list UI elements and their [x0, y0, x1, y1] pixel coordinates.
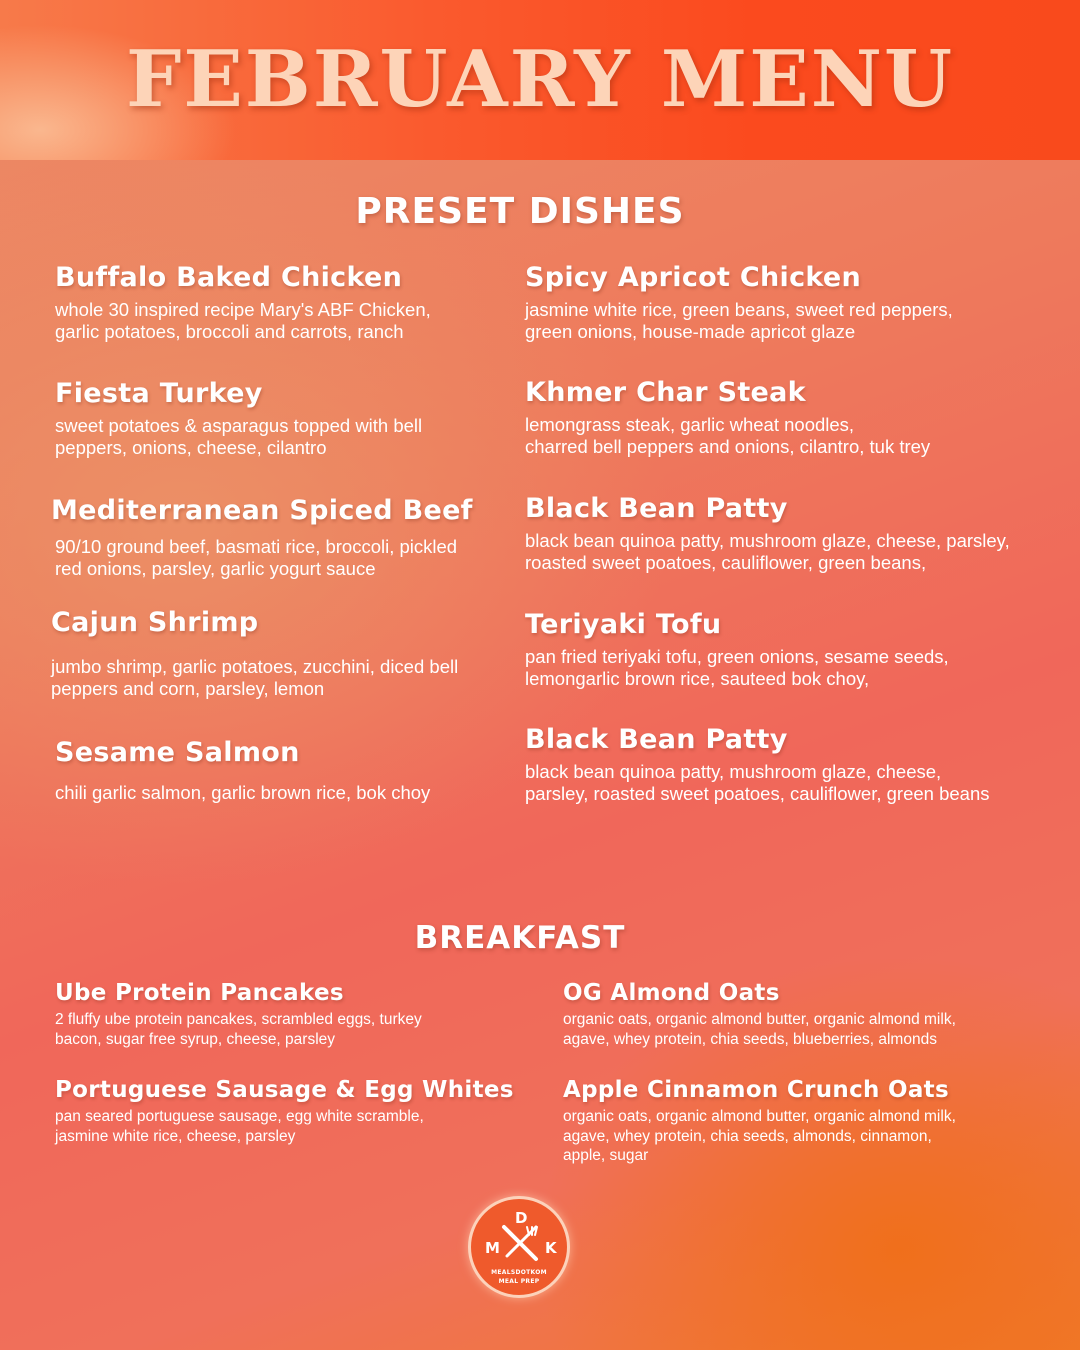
dish-name: Khmer Char Steak: [525, 377, 806, 408]
dish-description: jumbo shrimp, garlic potatoes, zucchini, diced bell peppers and corn, parsley, lemon: [51, 656, 459, 699]
dish-name: Teriyaki Tofu: [525, 609, 722, 640]
dish-name: Fiesta Turkey: [55, 378, 263, 409]
logo-letter-k: K: [545, 1239, 557, 1257]
dish-description: organic oats, organic almond butter, organic almond milk, agave, whey protein, chia seeds, blueberries, almonds: [563, 1011, 956, 1048]
dish-description: whole 30 inspired recipe Mary's ABF Chicken, garlic potatoes, broccoli and carrots, ranch: [55, 299, 431, 342]
dish-name: OG Almond Oats: [563, 980, 780, 1006]
dish-apple-cinnamon-crunch-oats: [563, 1075, 956, 1166]
dish-name: Spicy Apricot Chicken: [525, 262, 862, 293]
dish-name: Portuguese Sausage & Egg Whites: [55, 1077, 514, 1103]
logo-subtitle: MEAL PREP: [498, 1278, 540, 1285]
crossed-knife-fork-icon: [499, 1223, 541, 1263]
page-title: FEBRUARY MENU: [125, 34, 955, 125]
breakfast-heading: BREAKFAST: [414, 920, 626, 956]
dish-description: lemongrass steak, garlic wheat noodles, charred bell peppers and onions, cilantro, tuk trey: [525, 414, 931, 457]
dish-black-bean-patty-2: [525, 723, 990, 805]
dish-black-bean-patty: [525, 492, 1010, 574]
dish-description: sweet potatoes & asparagus topped with bell peppers, onions, cheese, cilantro: [55, 415, 423, 458]
header-banner: [0, 0, 1080, 160]
dish-mediterranean-spiced-beef: [51, 494, 473, 580]
dish-khmer-char-steak: [525, 376, 930, 458]
logo-letter-m: M: [485, 1239, 500, 1257]
dish-description: pan fried teriyaki tofu, green onions, sesame seeds, lemongarlic brown rice, sauteed bok choy,: [525, 646, 949, 689]
dish-fiesta-turkey: [55, 377, 422, 459]
preset-dishes-heading: PRESET DISHES: [355, 191, 685, 232]
dish-name: Black Bean Patty: [525, 724, 788, 755]
dish-spicy-apricot-chicken: [525, 261, 953, 343]
dish-description: black bean quinoa patty, mushroom glaze, cheese, parsley, roasted sweet poatoes, cauliflower, green beans,: [525, 530, 1010, 573]
dish-description: organic oats, organic almond butter, organic almond milk, agave, whey protein, chia seeds, almonds, cinnamon, apple, sugar: [563, 1108, 956, 1164]
dish-og-almond-oats: [563, 978, 956, 1049]
dish-description: pan seared portuguese sausage, egg white scramble, jasmine white rice, cheese, parsley: [55, 1108, 424, 1145]
brand-logo: [468, 1196, 570, 1298]
dish-description: jasmine white rice, green beans, sweet red peppers, green onions, house-made apricot glaze: [525, 299, 953, 342]
logo-letter-d: D: [515, 1209, 528, 1227]
dish-description: 90/10 ground beef, basmati rice, broccoli, pickled red onions, parsley, garlic yogurt sauce: [55, 536, 458, 579]
dish-sesame-salmon: [55, 736, 430, 804]
dish-name: Black Bean Patty: [525, 493, 788, 524]
dish-description: black bean quinoa patty, mushroom glaze, cheese, parsley, roasted sweet poatoes, cauliflower, green beans: [525, 761, 990, 804]
dish-buffalo-baked-chicken: [55, 261, 431, 343]
dish-cajun-shrimp: [51, 606, 458, 700]
logo-brand-name: MEALSDOTKOM: [491, 1269, 547, 1276]
dish-name: Cajun Shrimp: [51, 607, 259, 638]
dish-name: Mediterranean Spiced Beef: [51, 495, 473, 526]
dish-portuguese-sausage-egg-whites: [55, 1075, 514, 1146]
dish-name: Ube Protein Pancakes: [55, 980, 344, 1006]
dish-teriyaki-tofu: [525, 608, 949, 690]
dish-ube-protein-pancakes: [55, 978, 422, 1049]
dish-name: Sesame Salmon: [55, 737, 300, 768]
dish-name: Apple Cinnamon Crunch Oats: [563, 1077, 949, 1103]
dish-description: chili garlic salmon, garlic brown rice, bok choy: [55, 782, 431, 803]
dish-description: 2 fluffy ube protein pancakes, scrambled eggs, turkey bacon, sugar free syrup, cheese, parsley: [55, 1011, 422, 1048]
dish-name: Buffalo Baked Chicken: [55, 262, 403, 293]
